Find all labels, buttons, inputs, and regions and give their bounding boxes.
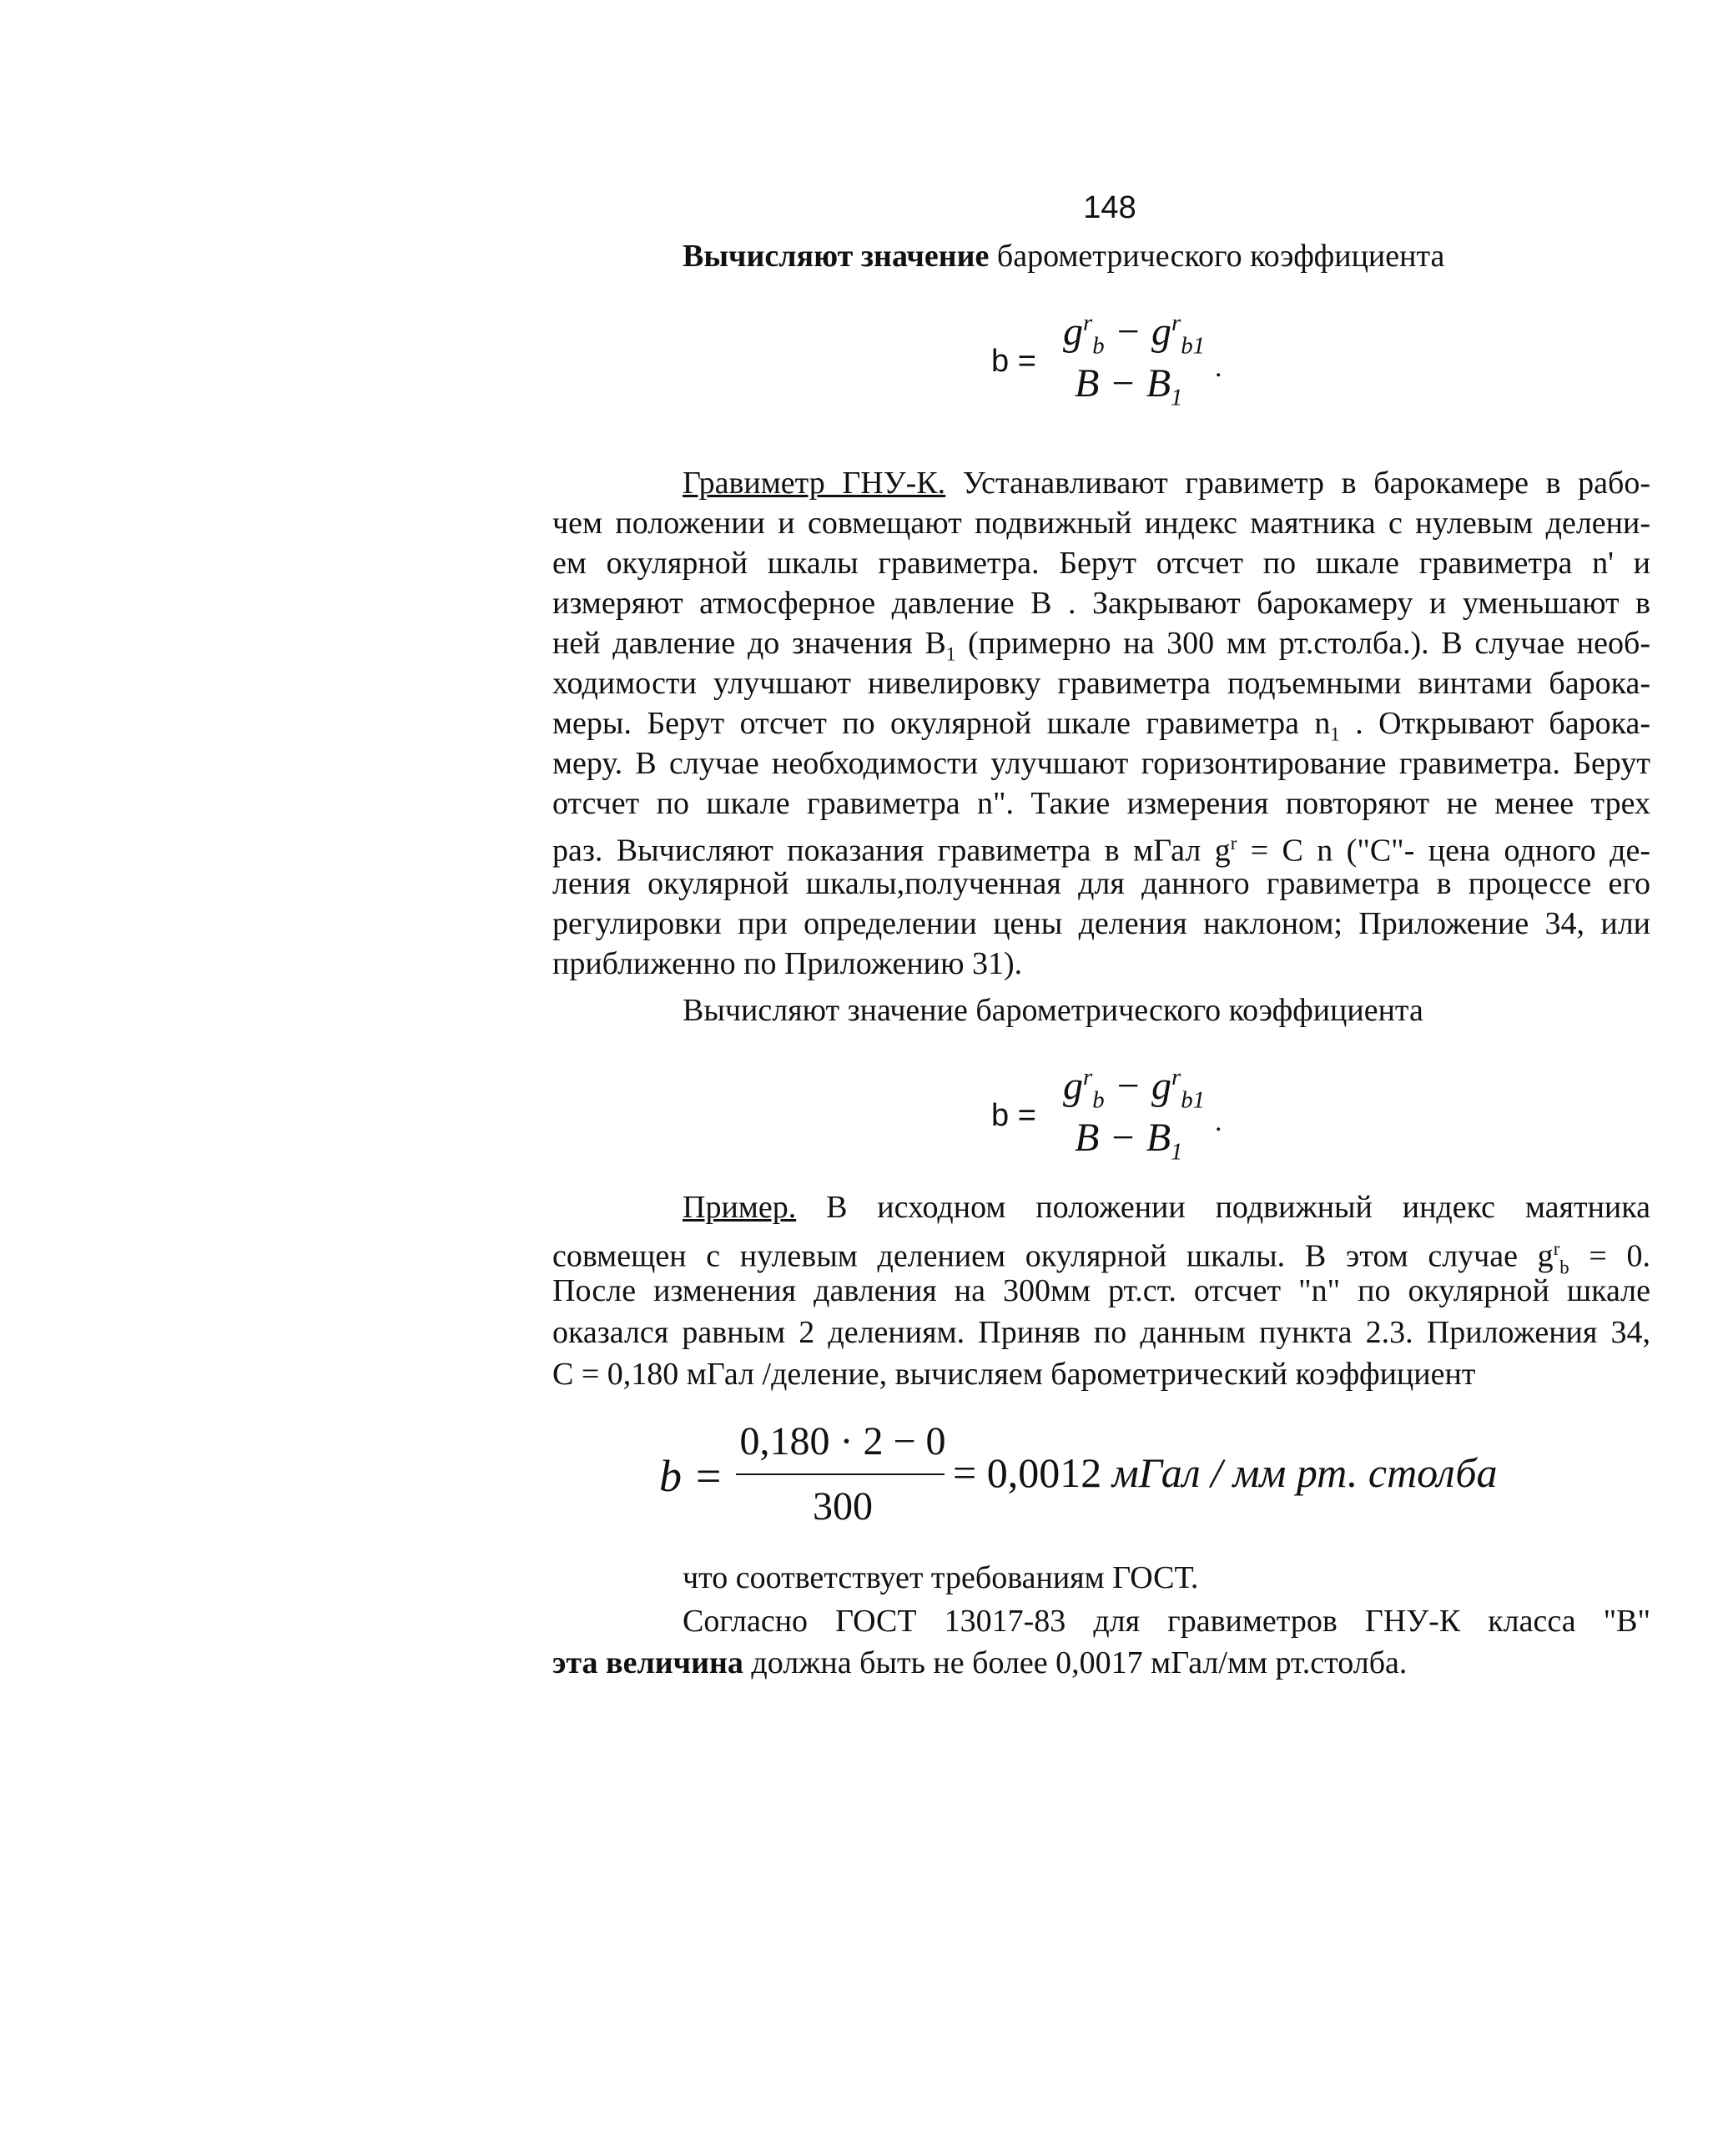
heading-2: Вычисляют значение барометрического коэффициента <box>683 993 1423 1028</box>
formula-denominator <box>1075 1115 1182 1166</box>
minus-sign: − <box>1114 310 1142 354</box>
g-sup: r <box>1171 1064 1181 1091</box>
subscript: 1 <box>945 643 956 665</box>
g-symbol: g <box>1063 1064 1083 1108</box>
minus-sign: − <box>1114 1064 1142 1108</box>
den-text: B − B <box>1075 1116 1171 1160</box>
conclusion-bold: эта величина <box>552 1645 743 1680</box>
conclusion-line-3 <box>552 1644 1407 1682</box>
para1-text: (примерно на 300 мм рт.столба.). В случае необ- <box>967 626 1650 661</box>
g-sup: r <box>1171 310 1181 336</box>
subscript: b <box>1559 1257 1569 1278</box>
conclusion-line-1: что соответствует требованиям ГОСТ. <box>683 1560 1199 1595</box>
den-sub: 1 <box>1171 384 1183 411</box>
para1-line-1 <box>683 464 1650 502</box>
superscript: r <box>1230 833 1237 854</box>
g-sup: r <box>1083 1064 1093 1091</box>
para1-line-9: отсчет по шкале гравиметра n". Такие измерения повторяют не менее трех <box>552 786 1650 821</box>
para1-text: раз. Вычисляют показания гравиметра в мГал g <box>552 833 1231 869</box>
heading-normal-part: барометрического коэффициента <box>996 239 1445 274</box>
para1-text: Устанавливают гравиметр в барокамере в рабо- <box>962 466 1651 501</box>
para1-text: = C n ("С"- цена одного де- <box>1237 833 1650 869</box>
example-text: = 0. <box>1569 1238 1650 1274</box>
formula-numerator <box>1063 1063 1205 1115</box>
result-unit: мГал / мм рт. столба <box>1111 1449 1498 1496</box>
formula-denominator <box>1075 360 1182 412</box>
example-text: В исходном положении подвижный индекс маятника <box>826 1190 1651 1225</box>
conclusion-line-2: Согласно ГОСТ 13017-83 для гравиметров ГНУ-К класса "В" <box>683 1604 1650 1639</box>
g-symbol: g <box>1063 310 1083 354</box>
subscript: 1 <box>1330 723 1340 745</box>
heading-barometric-coefficient <box>683 237 1444 275</box>
example-line-5: С = 0,180 мГал /деление, вычисляем барометрический коэффициент <box>552 1357 1476 1392</box>
heading-bold-part: Вычисляют значение <box>683 239 990 274</box>
formula-end: . <box>1215 1106 1222 1137</box>
g-sup: r <box>1083 310 1093 336</box>
example-lead: Пример. <box>683 1190 797 1225</box>
g-sub: b <box>1092 332 1105 360</box>
g-sub: b1 <box>1181 1086 1206 1114</box>
fraction-bar <box>736 1473 945 1475</box>
para1-line-2: чем положении и совмещают подвижный индекс маятника с нулевым делени- <box>552 506 1650 541</box>
formula-barometric-1 <box>991 309 1242 426</box>
formula-lhs: b = <box>659 1451 723 1501</box>
superscript: r <box>1553 1238 1560 1259</box>
formula-barometric-2 <box>991 1063 1242 1180</box>
para1-line-12: регулировки при определении цены деления наклоном; Приложение 34, или <box>552 906 1650 941</box>
fraction-numerator: 0,180 · 2 − 0 <box>739 1419 946 1463</box>
para1-line-6: ходимости улучшают нивелировку гравиметра подъемными винтами барока- <box>552 666 1650 701</box>
formula-end: . <box>1215 352 1222 383</box>
formula-lhs: b = <box>991 344 1036 379</box>
formula-numerator <box>1063 309 1205 360</box>
conclusion-text: должна быть не более 0,0017 мГал/мм рт.столба. <box>743 1645 1408 1680</box>
fraction-denominator: 300 <box>813 1484 873 1529</box>
para1-line-3: ем окулярной шкалы гравиметра. Берут отсчет по шкале гравиметра n' и <box>552 546 1650 581</box>
para1-lead: Гравиметр ГНУ-К. <box>683 466 946 501</box>
example-line-1 <box>683 1188 1650 1227</box>
g-symbol: g <box>1151 310 1172 354</box>
den-text: B − B <box>1075 361 1171 406</box>
page-number: 148 <box>1083 190 1136 225</box>
g-symbol: g <box>1151 1064 1172 1108</box>
para1-line-13: приближенно по Приложению 31). <box>552 946 1023 981</box>
para1-line-11: ления окулярной шкалы,полученная для данного гравиметра в процессе его <box>552 866 1650 901</box>
para1-line-4: измеряют атмосферное давление В . Закрывают барокамеру и уменьшают в <box>552 586 1650 621</box>
example-text: совмещен с нулевым делением окулярной шкалы. В этом случае g <box>552 1238 1554 1274</box>
g-sub: b <box>1092 1086 1105 1114</box>
para1-text: . Открывают барока- <box>1355 706 1651 741</box>
example-line-4: оказался равным 2 делениям. Приняв по данным пункта 2.3. Приложения 34, <box>552 1315 1650 1350</box>
result-value: = 0,0012 <box>953 1449 1112 1496</box>
formula-example-result <box>659 1418 1552 1535</box>
formula-rhs <box>953 1448 1498 1497</box>
para1-line-8: меру. В случае необходимости улучшают горизонтирование гравиметра. Берут <box>552 746 1650 781</box>
g-sub: b1 <box>1181 332 1206 360</box>
para1-text: ней давление до значения В <box>552 626 946 661</box>
para1-line-10 <box>552 824 1650 870</box>
example-line-3: После изменения давления на 300мм рт.ст. отсчет "n" по окулярной шкале <box>552 1273 1650 1308</box>
para1-text: меры. Берут отсчет по окулярной шкале гравиметра n <box>552 706 1331 741</box>
formula-lhs: b = <box>991 1098 1036 1133</box>
den-sub: 1 <box>1171 1138 1183 1166</box>
